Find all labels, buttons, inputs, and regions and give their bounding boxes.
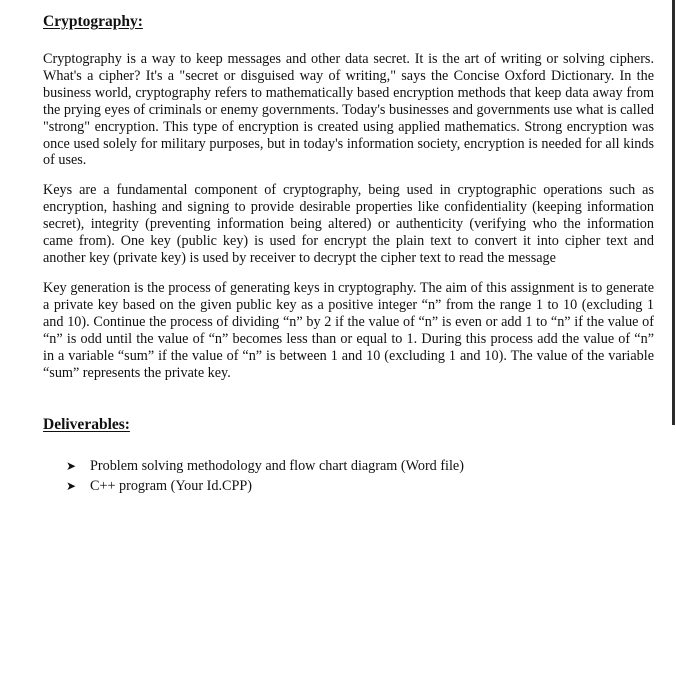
list-item: [66, 476, 464, 496]
deliverable-text: Problem solving methodology and flow chart diagram (Word file): [90, 457, 464, 474]
deliverables-heading: Deliverables:: [43, 416, 130, 433]
keys-paragraph: Keys are a fundamental component of cryptography, being used in cryptographic operations such as encryption, hashing and signing to provide desirable properties like confidentiality (keeping information secret), integrity (preventing information being altered) or authenticity (verifying who the information came from). One key (public key) is used for encrypt the plain text to convert it into cipher text and another key (private key) is used by receiver to decrypt the cipher text to read the message: [43, 182, 654, 266]
list-item: [66, 456, 464, 476]
page-edge-rule: [672, 0, 675, 425]
arrowhead-bullet-icon: ➤: [66, 458, 77, 473]
cryptography-heading: Cryptography:: [43, 13, 143, 30]
arrowhead-bullet-icon: ➤: [66, 478, 77, 493]
cryptography-paragraph: Cryptography is a way to keep messages and other data secret. It is the art of writing or solving ciphers. What's a cipher? It's a "secret or disguised way of writing," says the Concise Oxford Dictionary. In the business world, cryptography refers to mathematically based encryption methods that keep data away from the prying eyes of criminals or enemy governments. Today's businesses and governments use what is called "strong" encryption. This type of encryption is created using applied mathematics. Strong encryption was once used solely for military purposes, but in today's information society, encryption is needed for all kinds of uses.: [43, 51, 654, 169]
key-generation-paragraph: Key generation is the process of generating keys in cryptography. The aim of this assignment is to generate a private key based on the given public key as a positive integer “n” from the range 1 to 10 (excluding 1 and 10). Continue the process of dividing “n” by 2 if the value of “n” is even or add 1 to “n” if the value of “n” is odd until the value of “n” becomes less than or equal to 1. During this process add the value of “n” in a variable “sum” if the value of “n” is between 1 and 10 (excluding 1 and 10). The value of the variable “sum” represents the private key.: [43, 280, 654, 381]
deliverables-list: [66, 456, 464, 496]
deliverable-text: C++ program (Your Id.CPP): [90, 477, 252, 494]
